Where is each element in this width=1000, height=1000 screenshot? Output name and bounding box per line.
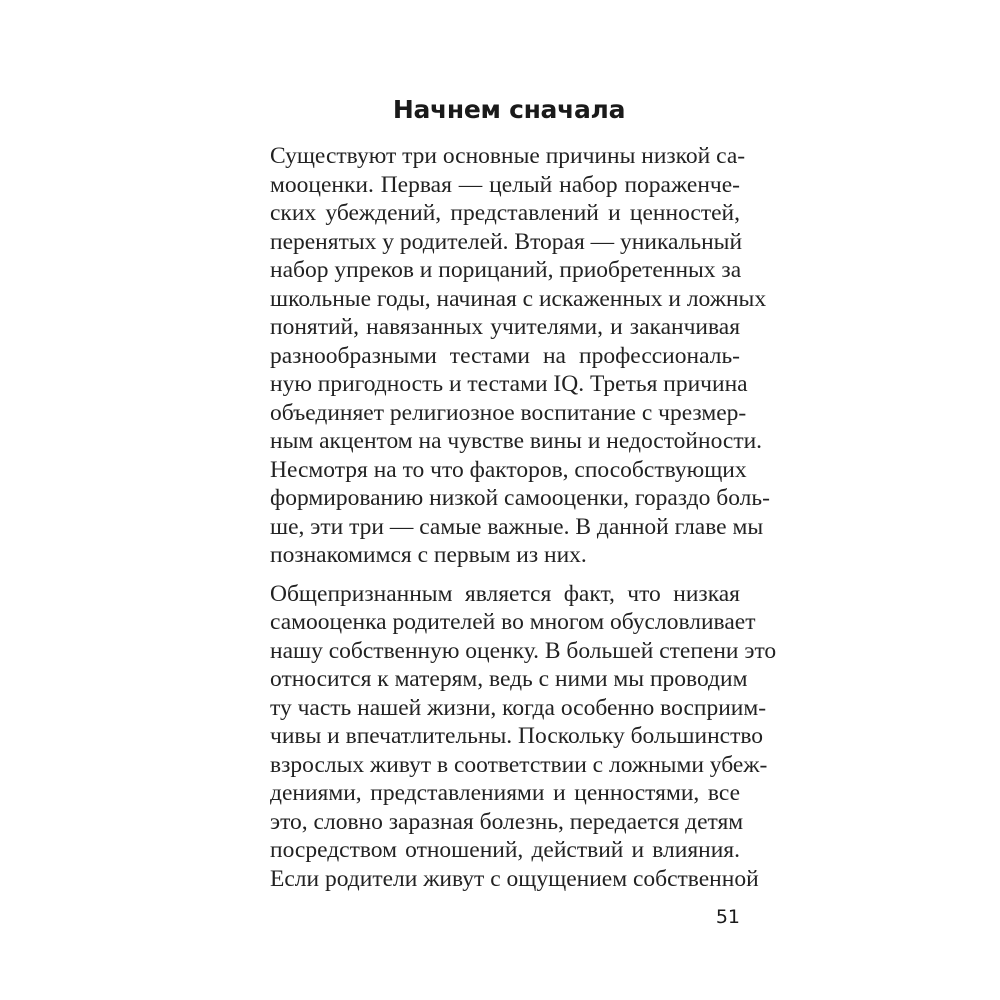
text-line: это, словно заразная болезнь, передается детям bbox=[270, 808, 744, 835]
text-line: ную пригодность и тестами IQ. Третья причина bbox=[270, 371, 748, 397]
section-heading: Начнем сначала bbox=[392, 95, 626, 124]
paragraph-spacer bbox=[270, 570, 740, 580]
text-line: самооценка родителей во многом обусловливает bbox=[270, 609, 756, 635]
page-number: 51 bbox=[715, 906, 740, 928]
text-line: ше, эти три — самые важные. В данной главе мы bbox=[270, 513, 764, 540]
text-line: ту часть нашей жизни, когда особенно восприим- bbox=[270, 694, 767, 721]
text-line: Существуют три основные причины низкой са- bbox=[270, 143, 746, 169]
text-line: набор упреков и порицаний, приобретенных за bbox=[270, 257, 742, 283]
text-line: перенятых у родителей. Вторая — уникальный bbox=[270, 228, 743, 255]
text-line: нашу собственную оценку. В большей степени это bbox=[270, 637, 777, 664]
text-line: объединяет религиозное воспитание с чрезмер- bbox=[270, 399, 747, 426]
text-line: мооценки. Первая — целый набор пораженче- bbox=[270, 171, 740, 198]
text-line: Общепризнанным является факт, что низкая bbox=[270, 580, 740, 607]
text-line: формированию низкой самооценки, гораздо боль- bbox=[270, 485, 770, 511]
text-line: разнообразными тестами на профессиональ- bbox=[270, 342, 740, 369]
text-line: Несмотря на то что факторов, способствующих bbox=[270, 456, 747, 483]
text-line: дениями, представлениями и ценностями, все bbox=[270, 780, 740, 806]
text-line: ным акцентом на чувстве вины и недостойности. bbox=[270, 428, 763, 454]
paragraph-1 bbox=[270, 142, 770, 570]
text-line: взрослых живут в соответствии с ложными убеж- bbox=[270, 751, 768, 778]
text-line: Если родители живут с ощущением собственной bbox=[270, 865, 759, 892]
text-line: ских убеждений, представлений и ценностей, bbox=[270, 200, 740, 226]
text-line: посредством отношений, действий и влияния. bbox=[270, 837, 740, 863]
text-line: познакомимся с первым из них. bbox=[270, 542, 587, 568]
paragraph-2 bbox=[270, 580, 777, 894]
text-line: понятий, навязанных учителями, и заканчивая bbox=[270, 314, 740, 340]
text-line: относится к матерям, ведь с ними мы проводим bbox=[270, 666, 748, 692]
text-line: чивы и впечатлительны. Поскольку большинство bbox=[270, 723, 764, 749]
text-line: школьные годы, начиная с искаженных и ложных bbox=[270, 285, 767, 312]
body-text bbox=[270, 142, 777, 893]
